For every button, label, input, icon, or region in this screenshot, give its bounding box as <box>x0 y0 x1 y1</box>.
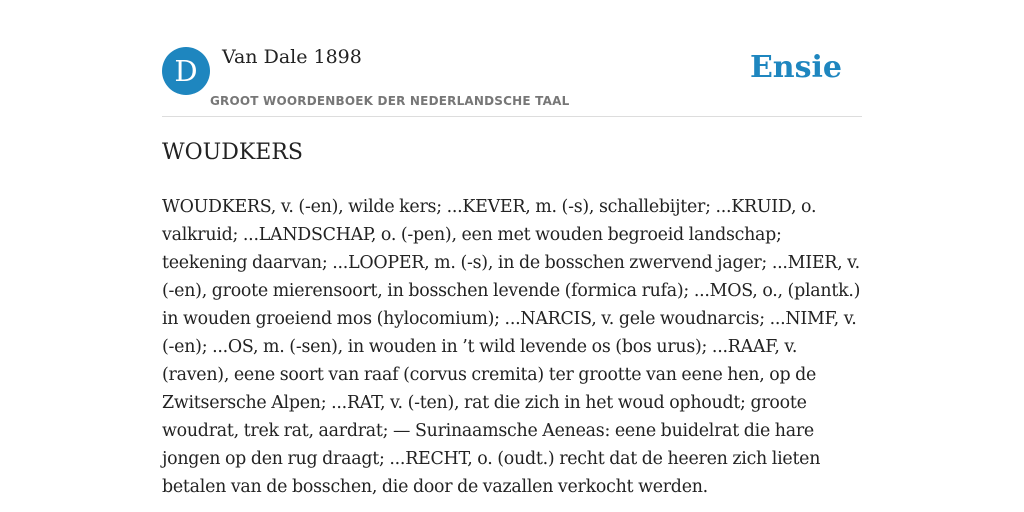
brand-logo[interactable]: Ensie <box>749 50 842 85</box>
entry-title: WOUDKERS <box>162 140 303 165</box>
header <box>162 0 862 117</box>
dictionary-subtitle: GROOT WOORDENBOEK DER NEDERLANDSCHE TAAL <box>210 94 570 108</box>
dictionary-name[interactable]: Van Dale 1898 <box>222 46 362 68</box>
entry-definition: WOUDKERS, v. (-en), wilde kers; ...KEVER, m. (-s), schallebijter; ...KRUID, o. valkruid; ...LANDSCHAP, o. (-pen), een met wouden begroeid landschap; teekening daarvan; ...LOOPER, m. (-s), in de bosschen zwervend jager; ...MIER, v. (-en), groote mierensoort, in bosschen levende (formica rufa); ...MOS, o., (plantk.) in wouden groeiend mos (hylocomium); ...NARCIS, v. gele woudnarcis; ...NIMF, v. (-en); ...OS, m. (-sen), in wouden in ’t wild levende os (bos urus); ...RAAF, v. (raven), eene soort van raaf (corvus cremita) ter grootte van eene hen, op de Zwitsersche Alpen; ...RAT, v. (-ten), rat die zich in het woud ophoudt; groote woudrat, trek rat, aardrat; — Surinaamsche Aeneas: eene buidelrat die hare jongen op den rug draagt; ...RECHT, o. (oudt.) recht dat de heeren zich lieten betalen van de bosschen, die door de vazallen verkocht werden. <box>162 197 861 497</box>
dictionary-logo[interactable]: D <box>162 47 210 95</box>
